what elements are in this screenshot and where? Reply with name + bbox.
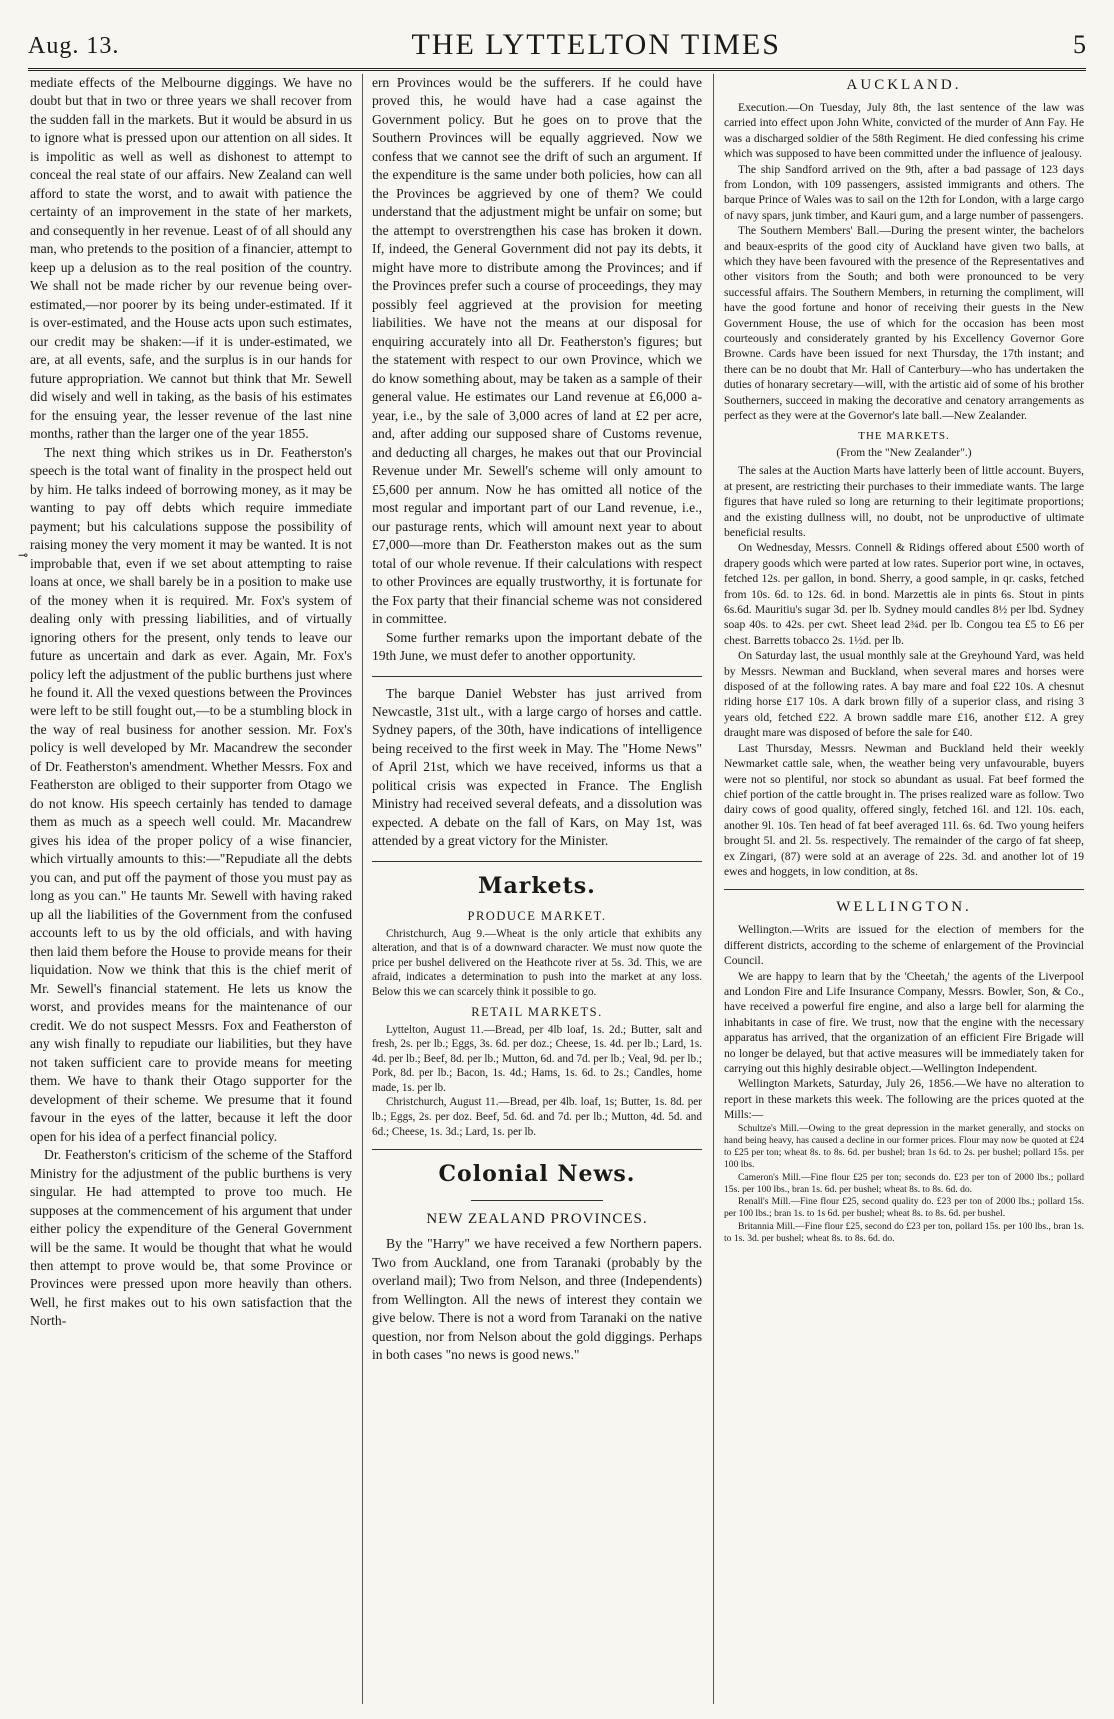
column-rule-1 [362,74,363,1704]
nz-provinces-heading: NEW ZEALAND PROVINCES. [426,1210,648,1227]
ship-paragraph: The ship Sandford arrived on the 9th, after a bad passage of 123 days from London, with 109 passengers, assisted immigrants and others. The barque Prince of Wales was to sail on the 12th for London, with a large cargo of navy spars, junk timber, and Kauri gum, and a large number of passengers. [724,162,1084,222]
retail-christchurch-text: Christchurch, August 11.—Bread, per 4lb. loaf, 1s; Butter, 1s. 8d. per lb.; Eggs, 2s. per doz. Beef, 5d. 6d. and 7d. per lb.; Mutton, 4d. 5d. and 6d.; Cheese, 1s. 3d.; Lard, 1s. per lb. [372,1096,702,1138]
divider [471,1200,603,1201]
produce-market-heading: PRODUCE MARKET. [467,908,607,923]
column-2 [372,74,702,1704]
produce-market-text: Christchurch, Aug 9.—Wheat is the only article that exhibits any alteration, and that is of a downward character. We must now quote the price per bushel delivered on the Heathcote river at 5s. 3d. This, we are afraid, indicates a determination to push into the market at any loss. Below this we can scarcely think it possible to go. [372,927,702,999]
column-1 [30,74,352,1704]
mill-price-entry: Cameron's Mill.—Fine flour £25 per ton; seconds do. £23 per ton of 2000 lbs.; pollard 15s. per 100 lbs., bran 1s. 6d. per bushel; wheat 8s. to 8s. 6d. do. [724,1171,1084,1195]
nz-provinces-text: By the "Harry" we have received a few Northern papers. Two from Auckland, one from Taranaki (probably by the overland mail); Two from Nelson, and three (Independents) from Wellington. All the news of interest they contain we give below. There is not a word from Taranaki on the native question, nor from Nelson about the gold diggings. Perhaps in both cases "no news is good news." [372,1236,702,1363]
newspaper-title: THE LYTTELTON TIMES [411,28,781,61]
wellington-heading: WELLINGTON. [836,899,972,916]
editorial-paragraph: ern Provinces would be the sufferers. If he could have proved this, he would have had a case against the Government policy. But he goes on to prove that the Southern Provinces will be equally aggrieved. Now we confess that we cannot see the drift of such an argument. If the expenditure is the same under both policies, how can all the Provinces be aggrieved by one of them? We could understand that the adjustment might be unfair on some; but the attempt to overstrengthen his case has broken it down. If, indeed, the General Government did not pay its debts, it might have more to distribute among the Provinces; and if the Provinces prefer such a course of proceedings, they may possibly feel aggrieved at the provision for meeting liabilities. We have not the means at our disposal for enquiring accurately into all Dr. Featherston's figures; but the statement with respect to our own Province, which we do know something about, may be taken as a sample of their general value. He estimates our Land revenue at £6,000 a-year, i.e., by the sale of 3,000 acres of land at £2 per acre, and, after adding our supposed share of Customs revenue, and deducting all charges, he makes out that our Provincial Revenue under Mr. Sewell's scheme will only amount to £5,600 per annum. Now he has omitted all notice of the most regular and important part of our Land revenue, i.e., our pasturage rents, which will amount next year to about £7,000—more than Dr. Featherston makes out as the sum total of our whole revenue. If their calculations with respect to other Provinces are equally trustworthy, it is fortunate for the Fox party that their financial scheme was not considered in committee. [372,75,702,627]
execution-paragraph: Execution.—On Tuesday, July 8th, the last sentence of the law was carried into effect upon John White, convicted of the murder of Ann Fay. He was a discharged soldier of the 58th Regiment. He died confessing his crime which was supposed to have been committed under the influence of jealousy. [724,100,1084,161]
column-rule-2 [713,74,714,1704]
margin-mark: ⊸ [18,548,29,562]
divider [372,676,702,677]
markets-heading: Markets. [478,872,596,899]
retail-markets-heading: RETAIL MARKETS. [471,1004,603,1019]
issue-date: Aug. 13. [28,33,120,59]
the-markets-heading: THE MARKETS. [858,430,950,443]
editorial-paragraph: Some further remarks upon the important debate of the 19th June, we must defer to another opportunity. [372,629,702,664]
wellington-paragraph: We are happy to learn that by the 'Cheetah,' the agents of the Liverpool and London Fire and Life Insurance Company, Messrs. Bowler, Son, & Co., have received a powerful fire engine, and also a large bell for alarming the inhabitants in case of fire. We trust, now that the engine with the necessary apparatus has arrived, that the organization of an efficient Fire Brigade will no longer be delayed, but that active measures will be immediately taken for carrying out this highly desirable object.—Wellington Independent. [724,969,1084,1075]
news-paragraph: The barque Daniel Webster has just arrived from Newcastle, 31st ult., with a large cargo of horses and cattle. Sydney papers, of the 30th, have indications of intelligence being received to the first week in May. The "Home News" of April 21st, which we have received, informs us that a political crisis was expected in France. The English Ministry had received several defeats, and a dissolution was expected. A debate on the fall of Kars, on May 1st, was attended by a great victory for the Minister. [372,685,702,849]
divider [372,1149,702,1150]
mill-price-entry: Renall's Mill.—Fine flour £25, second quality do. £23 per ton of 2000 lbs.; pollard 15s. per 100 lbs.; bran 1s. to 1s 6d. per bushel; wheat 8s. to 8s. 6d. per bushel. [724,1196,1084,1220]
divider [724,889,1084,890]
retail-lyttelton-text: Lyttelton, August 11.—Bread, per 4lb loaf, 1s. 2d.; Butter, salt and fresh, 2s. per lb.; Eggs, 3s. 6d. per doz.; Cheese, 1s. 4d. per lb.; Lard, 1s. 4d. per lb.; Beef, 8d. per lb.; Mutton, 6d. and 7d. per lb.; Veal, 9d. per lb.; Pork, 8d. per lb.; Bacon, 1s. 4d.; Hams, 1s. 6d. to 2s.; Candles, home made, 1s. per lb. [372,1023,702,1094]
markets-paragraph: Last Thursday, Messrs. Newman and Buckland held their weekly Newmarket cattle sale, when, the weather being very unfavourable, buyers were not so plentiful, nor stock so abundant as usual. Fat beef formed the chief portion of the cattle brought in. The prises realized ware as follow. Two dairy cows of good quality, offered singly, fetched 16l. and 12l. 10s. each, another 9l. 10s. Ten head of fat beef averaged 11l. 6s. 6d. Two young heifers brought 5l. and 2l. 5s. respectively. The remainder of the cargo of fat sheep, ex Zingari, (87) were sold at an average of 22s. 3d. and another lot of 19 ewes and hoggets, in low condition, at 8s. [724,741,1084,878]
mill-price-entry: Britannia Mill.—Fine flour £25, second do £23 per ton, pollard 15s. per 100 lbs., bran 1s. to 1s. 3d. per bushel; wheat 8s. to 8s. 6d. do. [724,1220,1084,1244]
markets-paragraph: On Saturday last, the usual monthly sale at the Greyhound Yard, was held by Messrs. Newman and Buckland, when several mares and horses were disposed of at the following rates. A bay mare and foal £22 10s. A chesnut riding horse £17 10s. A dark brown filly of a superior class, and rising 3 years old, fetched £22. A brown saddle mare £16, another £12. A grey draught mare was disposed of before the sale for £40. [724,649,1084,740]
editorial-paragraph: The next thing which strikes us in Dr. Featherston's speech is the total want of finality in the prospect held out by him. He talks indeed of borrowing money, as it may be wanting to pay off debts which require immediate payment; but his calculations suppose the possibility of raising money the very moment it may be wanted. It is not improbable that, even if we set about attempting to raise loans at once, we shall barely be in a position to make use of the money when it is required. Mr. Fox's system of dealing only with pressing liabilities, and of virtually ignoring others for the present, only tends to leave our future as uncertain and dark as ever. Again, Mr. Fox's policy left the adjustment of the public burthens just where he found it. All the vexed questions between the Provinces were left to be still fought out,—to be a stumbling block in the way of real business for another session. Mr. Fox's policy is well developed by Mr. Macandrew the seconder of Dr. Featherston's amendment. Whether Messrs. Fox and Featherston are obliged to their supporter from Otago we do not know. His speech certainly has tended to damage them as much as a speech well could. Mr. Macandrew gives his idea of the proper policy of a wise financier, which virtually amounts to this:—"Repudiate all the debts you can, and put off the payment of those you must pay as long as you can." He taunts Mr. Sewell with having raked up all the liabilities of the Government from the confused accounts left to us by the old officials, and with having then laid them before the House to provide means for their liquidation. Now we think that this is the chief merit of Mr. Sewell's financial statement. He lets us know the worst, and provides means for the maintenance of our credit. We do not suspect Messrs. Fox and Featherston of any wish finally to repudiate our liabilities, but they have not taken sufficient care to provide means for meeting them. We have to thank their Otago supporter for the development of their scheme. We presume that it found favour in the eyes of the latter, because it left the door open for his idea of a perfect financial policy. [30,444,352,1144]
markets-paragraph: On Wednesday, Messrs. Connell & Ridings offered about £500 worth of drapery goods which were parted at low rates. Superior port wine, in octaves, fetched 12s. per gallon, in bond. Sherry, a good sample, in qr. casks, fetched from 10s. 6d. to 12s. 6d. in bond. Marzettis ale in pints 6s. Stout in pints 6s.6d. Mauritiu's sugar 3d. per lb. Sydney mould candles 8½ per lbd. Sydney soap 40s. to 42s. per cwt. Sheet lead 2¾d. per lb. Congou tea £5 to £6 per chest. Barretts tobacco 2s. 1½d. per lb. [724,541,1084,647]
divider [372,861,702,862]
ball-paragraph: The Southern Members' Ball.—During the present winter, the bachelors and beaux-esprits of the good city of Auckland have given two balls, at which they have been favoured with the presence of the Representatives and other visitors from the South; and both were pronounced to be very successful affairs. The Southern Members, in returning the compliment, will have the good fortune and honor of receiving their guests in the New Government House, the use of which for the occasion has been most courteously and considerately granted by his Excellency Governor Gore Browne. Cards have been issued for next Thursday, the 17th instant; and there can be no doubt that Mr. Hall of Canterbury—who has undertaken the duties of honarary secretary—will, with the artistic aid of some of his brother Southerners, succeed in making the decorative and cenatory arrangements as perfect as they were at the Governor's late ball.—New Zealander. [724,224,1084,423]
masthead [28,18,1086,71]
colonial-news-heading: Colonial News. [438,1161,636,1188]
markets-source: (From the "New Zealander".) [836,447,972,460]
page-number: 5 [1072,30,1086,59]
auckland-heading: AUCKLAND. [846,77,962,93]
markets-paragraph: The sales at the Auction Marts have latterly been of little account. Buyers, at present, are restricting their purchases to their immediate wants. The large figures that have ruled so long are returning to their legitimate proportions; and the existing dullness will, no doubt, not be unproductive of ultimate beneficial results. [724,464,1084,539]
wellington-paragraph: Wellington.—Writs are issued for the election of members for the different districts, according to the scheme of enlargement of the Provincial Council. [724,923,1084,968]
editorial-paragraph: Dr. Featherston's criticism of the scheme of the Stafford Ministry for the adjustment of the public burthens is very singular. He had attempted to prove too much. He supposes at the commencement of his argument that under either policy the expenditure of the General Government will be the same. It would be thought that what he would then attempt to prove would be, that some Province or Provinces were pressed upon more heavily than others. Well, he first makes out to his own satisfaction that the North- [30,1147,352,1329]
editorial-paragraph: mediate effects of the Melbourne diggings. We have no doubt but that in two or three years we shall recover from the sudden fall in the markets. But it would be absurd in us to ignore what is pressed upon our attention on all sides. It is impolitic as well as well as dishonest to attempt to conceal the real state of our affairs. New Zealand can well afford to state the worst, and to await with patience the certainty of an improvement in the state of her markets, and consequently in her revenue. Least of of all should any man, who pretends to the position of a financier, attempt to keep up a delusion as to the real position of the country. We shall not be made richer by our revenue being over-estimated,—nor poorer by its being under-estimated. If it is over-estimated, and the House acts upon such estimates, our credit may be shaken:—if it is under-estimated, we are, at all events, safe, and the surplus is in our hands for future appropriation. We cannot but think that Mr. Sewell did wisely and well in taking, as the basis of his estimates for the ensuing year, the lesser revenue of the last nine months, rather than the larger one of the year 1855. [30,75,352,442]
mill-price-entry: Schultze's Mill.—Owing to the great depression in the market generally, and stocks on hand being heavy, has caused a decline in our former prices. Flour may now be quoted at £24 to £25 per ton; wheat 8s. to 8s. 6d. per bushel; bran 1s 6d. to 2s. per bushel; pollard 15s. per 100 lbs. [724,1122,1084,1171]
wellington-paragraph: Wellington Markets, Saturday, July 26, 1856.—We have no alteration to report in these markets this week. The following are the prices quoted at the Mills:— [724,1077,1084,1122]
column-3 [724,74,1084,1704]
